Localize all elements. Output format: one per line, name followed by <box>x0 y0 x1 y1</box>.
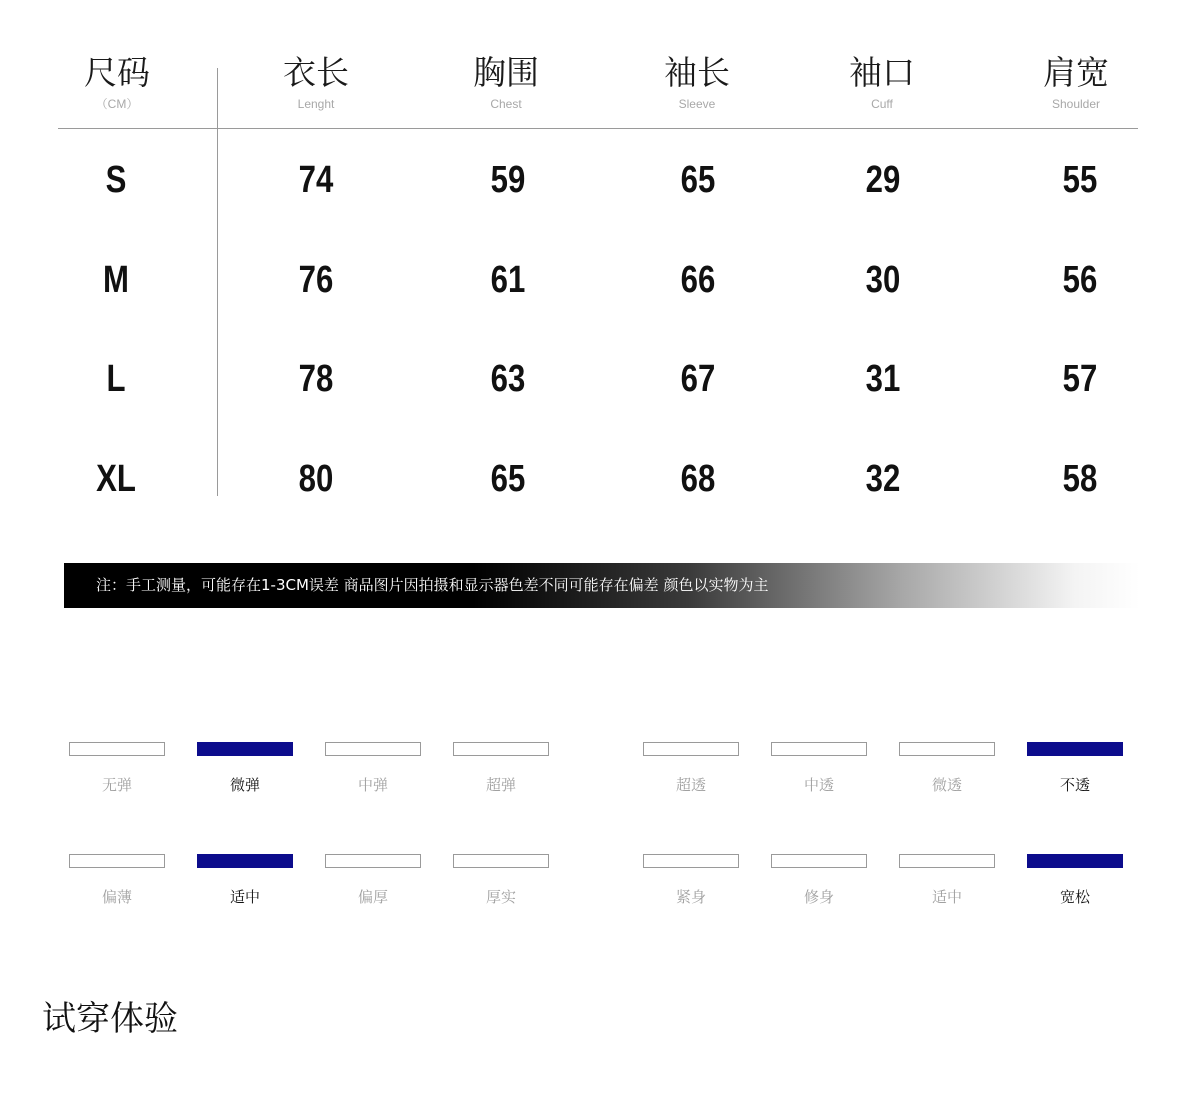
table-cell-size: L <box>106 358 126 400</box>
table-cell-sleeve: 68 <box>680 458 716 500</box>
scale-label: 超弹 <box>485 776 516 794</box>
header-chest-en: Chest <box>490 97 522 111</box>
scale-label: 微透 <box>931 776 962 794</box>
scale-bar <box>1027 854 1123 868</box>
scale-bar <box>899 854 995 868</box>
table-row <box>0 150 1200 210</box>
scale-label: 偏厚 <box>357 888 388 906</box>
scale-label: 微弹 <box>229 776 260 794</box>
scale-bar <box>69 854 165 868</box>
section-title: 试穿体验 <box>42 999 178 1039</box>
table-cell-cuff: 30 <box>865 259 901 301</box>
header-chest-label: 胸围 <box>473 53 539 92</box>
table-cell-chest: 65 <box>490 458 526 500</box>
table-cell-cuff: 31 <box>865 358 901 400</box>
table-cell-shoulder: 58 <box>1062 458 1098 500</box>
header-length <box>226 52 406 112</box>
scale-label: 无弹 <box>101 776 132 794</box>
scale-bar <box>643 854 739 868</box>
header-cuff <box>792 52 972 112</box>
header-shoulder-en: Shoulder <box>1051 97 1101 111</box>
measurement-note-text: 注：手工测量，可能存在1-3CM误差 商品图片因拍摄和显示器色差不同可能存在偏差 颜色以实物为主 <box>96 576 769 594</box>
table-cell-chest: 61 <box>490 259 526 301</box>
table-cell-shoulder: 55 <box>1062 159 1098 201</box>
scale-label: 修身 <box>803 888 834 906</box>
scale-bar <box>643 742 739 756</box>
scale-bar <box>69 742 165 756</box>
table-cell-shoulder: 57 <box>1062 358 1098 400</box>
header-size-label: 尺码 <box>84 53 150 92</box>
table-cell-length: 76 <box>298 259 334 301</box>
header-sleeve <box>607 52 787 112</box>
scale-bar <box>899 742 995 756</box>
table-cell-chest: 63 <box>490 358 526 400</box>
scale-bar <box>325 742 421 756</box>
header-shoulder <box>986 52 1166 112</box>
scale-label: 超透 <box>675 776 706 794</box>
table-cell-sleeve: 65 <box>680 159 716 201</box>
header-sleeve-label: 袖长 <box>664 53 730 92</box>
header-shoulder-label: 肩宽 <box>1043 53 1109 92</box>
header-divider <box>58 128 1138 129</box>
table-row <box>0 349 1200 409</box>
table-row <box>0 250 1200 310</box>
table-cell-chest: 59 <box>490 159 526 201</box>
scale-bar <box>325 854 421 868</box>
scale-bar <box>453 742 549 756</box>
scale-label: 宽松 <box>1059 888 1090 906</box>
scale-label: 适中 <box>931 888 962 906</box>
table-cell-length: 74 <box>298 159 334 201</box>
scale-label: 偏薄 <box>101 888 132 906</box>
scale-label: 不透 <box>1059 776 1090 794</box>
table-cell-length: 78 <box>298 358 334 400</box>
table-row <box>0 449 1200 509</box>
header-size <box>27 52 207 112</box>
header-length-label: 衣长 <box>283 53 349 92</box>
table-cell-size: M <box>103 259 129 301</box>
table-cell-cuff: 29 <box>865 159 901 201</box>
scale-label: 紧身 <box>675 888 706 906</box>
header-cuff-label: 袖口 <box>849 53 915 92</box>
header-cuff-en: Cuff <box>871 97 893 111</box>
scale-bar <box>1027 742 1123 756</box>
header-size-unit: （CM） <box>95 97 139 111</box>
header-sleeve-en: Sleeve <box>678 97 716 111</box>
scale-label: 厚实 <box>485 888 516 906</box>
scale-bar <box>771 742 867 756</box>
header-chest <box>416 52 596 112</box>
table-cell-size: S <box>105 159 127 201</box>
table-cell-cuff: 32 <box>865 458 901 500</box>
scale-label: 适中 <box>229 888 260 906</box>
header-length-en: Lenght <box>297 97 335 111</box>
scale-bar <box>197 742 293 756</box>
table-cell-length: 80 <box>298 458 334 500</box>
table-cell-sleeve: 67 <box>680 358 716 400</box>
scale-bar <box>453 854 549 868</box>
table-cell-sleeve: 66 <box>680 259 716 301</box>
measurement-note-banner <box>64 563 1140 608</box>
table-cell-size: XL <box>96 458 136 500</box>
scale-label: 中透 <box>803 776 834 794</box>
scale-bar <box>771 854 867 868</box>
scale-label: 中弹 <box>357 776 388 794</box>
table-cell-shoulder: 56 <box>1062 259 1098 301</box>
scale-bar <box>197 854 293 868</box>
